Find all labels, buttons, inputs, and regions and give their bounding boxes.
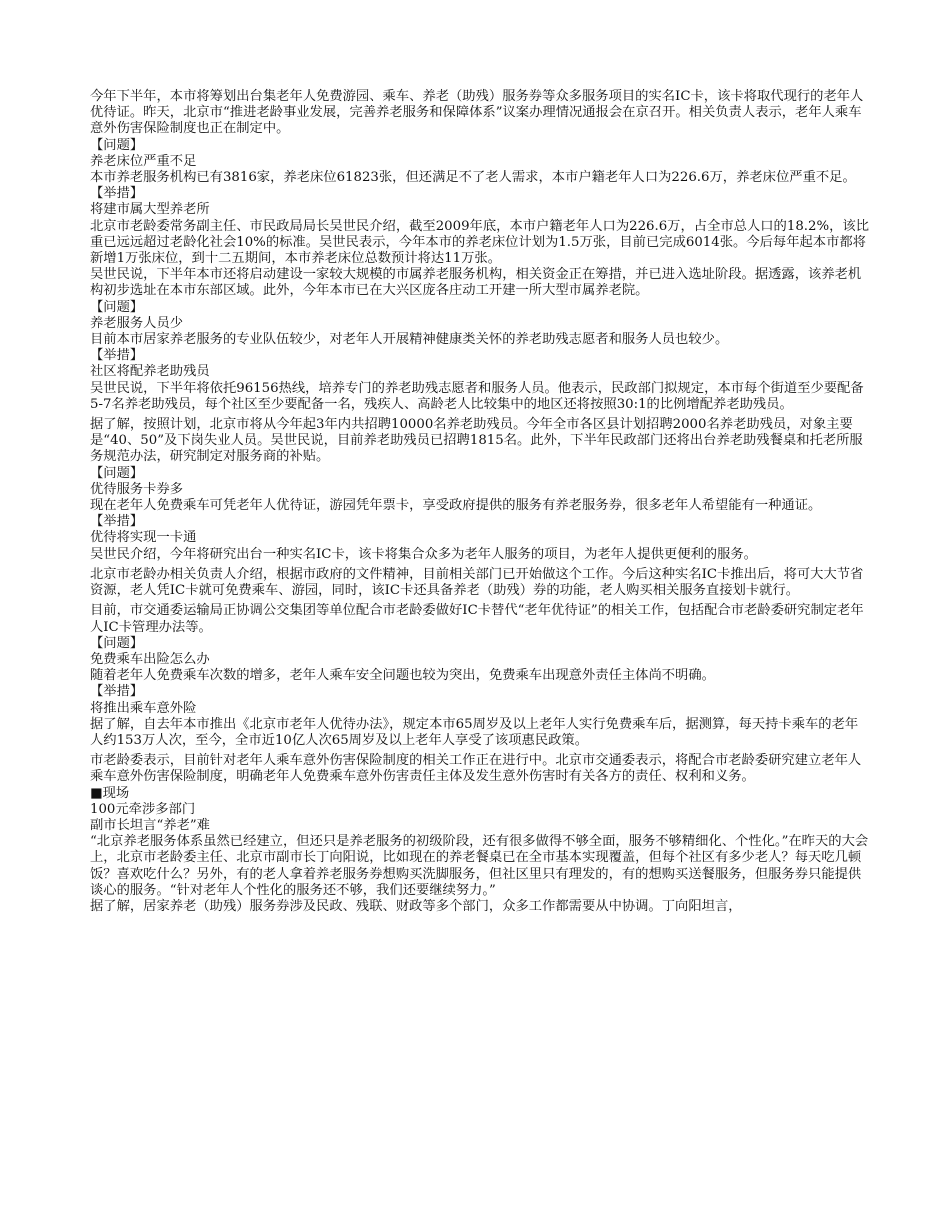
subheading: 100元牵涉多部门 <box>90 801 196 817</box>
problem-heading: 优待服务卡券多 <box>90 481 184 497</box>
section-tag-measure: 【举措】 <box>90 514 144 530</box>
section-tag-problem: 【问题】 <box>90 299 144 315</box>
paragraph: 本市养老服务机构已有3816家，养老床位61823张，但还满足不了老人需求，本市户籍老年人口为226.6万，养老床位严重不足。 <box>90 170 856 186</box>
paragraph: 吴世民说，下半年将依托96156热线，培养专门的养老助残志愿者和服务人员。他表示，民政部门拟规定，本市每个街道至少要配备5-7名养老助残员，每个社区至少要配备一名，残疾人、高龄老人比较集中的地区还将按照30:1的比例增配养老助残员。 <box>90 380 864 412</box>
section-tag-measure: 【举措】 <box>90 186 144 202</box>
paragraph: 北京市老龄办相关负责人介绍，根据市政府的文件精神，目前相关部门已开始做这个工作。今后这种实名IC卡推出后，将可大大节省资源，老人凭IC卡就可免费乘车、游园，同时，该IC卡还具备养老（助残）券的功能，老人购买相关服务直接划卡就行。 <box>90 566 864 599</box>
section-tag-scene: ■现场 <box>90 785 130 801</box>
section-tag-measure: 【举措】 <box>90 684 144 700</box>
paragraph: 据了解，按照计划，北京市将从今年起3年内共招聘10000名养老助残员。今年全市各区县计划招聘2000名养老助残员，对象主要是“40、50”及下岗失业人员。吴世民说，目前养老助残员已招聘1815名。此外，下半年民政部门还将出台养老助残餐桌和托老所服务规范办法，研究制定对服务商的补贴。 <box>90 417 863 465</box>
paragraph: 市老龄委表示，目前针对老年人乘车意外伤害保险制度的相关工作正在进行中。北京市交通委表示，将配合市老龄委研究建立老年人乘车意外伤害保险制度，明确老年人免费乘车意外伤害责任主体及发生意外伤害时有关各方的责任、权利和义务。 <box>90 753 862 785</box>
measure-heading: 将建市属大型养老所 <box>90 202 210 218</box>
section-tag-problem: 【问题】 <box>90 635 144 651</box>
paragraph: 据了解，居家养老（助残）服务券涉及民政、残联、财政等多个部门，众多工作都需要从中协调。丁向阳坦言， <box>90 898 742 914</box>
section-tag-measure: 【举措】 <box>90 348 144 364</box>
paragraph: 随着老年人免费乘车次数的增多，老年人乘车安全问题也较为突出，免费乘车出现意外责任主体尚不明确。 <box>90 668 715 684</box>
paragraph-intro: 今年下半年，本市将筹划出台集老年人免费游园、乘车、养老（助残）服务券等众多服务项目的实名IC卡，该卡将取代现行的老年人优待证。昨天，北京市“推进老龄事业发展，完善养老服务和保障体系”议案办理情况通报会在京召开。相关负责人表示，老年人乘车意外伤害保险制度也正在制定中。 <box>90 89 864 137</box>
paragraph: 据了解，自去年本市推出《北京市老年人优待办法》，规定本市65周岁及以上老年人实行免费乘车后，据测算，每天持卡乘车的老年人约153万人次，至今，全市近10亿人次65周岁及以上老年人享受了该项惠民政策。 <box>90 716 859 748</box>
paragraph: 现在老年人免费乘车可凭老年人优待证，游园凭年票卡，享受政府提供的服务有养老服务券，很多老年人希望能有一种通证。 <box>90 498 822 514</box>
paragraph: “北京养老服务体系虽然已经建立，但还只是养老服务的初级阶段，还有很多做得不够全面，服务不够精细化、个性化。”在昨天的大会上，北京市老龄委主任、北京市副市长丁向阳说，比如现在的养老餐桌已在全市基本实现覆盖，但每个社区有多少老人？每天吃几顿饭？喜欢吃什么？另外，有的老人拿着养老服务券想购买洗脚服务，但社区里只有理发的，有的想购买送餐服务，但服务券只能提供谈心的服务。“针对老年人个性化的服务还不够，我们还要继续努力。” <box>90 834 869 898</box>
problem-heading: 养老服务人员少 <box>90 315 184 331</box>
paragraph: 吴世民说，下半年本市还将启动建设一家较大规模的市属养老服务机构，相关资金正在筹措，并已进入选址阶段。据透露，该养老机构初步选址在本市东部区域。此外，今年本市已在大兴区庞各庄动工开建一所大型市属养老院。 <box>90 267 862 299</box>
paragraph: 目前本市居家养老服务的专业队伍较少，对老年人开展精神健康类关怀的养老助残志愿者和服务人员也较少。 <box>90 332 729 348</box>
paragraph: 北京市老龄委常务副主任、市民政局局长吴世民介绍，截至2009年底，本市户籍老年人口为226.6万，占全市总人口的18.2%，该比重已远远超过老龄化社会10%的标准。吴世民表示，今年本市的养老床位计划为1.5万张，目前已完成6014张。今后每年起本市都将新增1万张床位，到十二五期间，本市养老床位总数预计将达11万张。 <box>90 218 869 267</box>
measure-heading: 将推出乘车意外险 <box>90 700 197 716</box>
problem-heading: 免费乘车出险怎么办 <box>90 651 210 667</box>
section-tag-problem: 【问题】 <box>90 137 144 153</box>
paragraph: 吴世民介绍，今年将研究出台一种实名IC卡，该卡将集合众多为老年人服务的项目，为老年人提供更便利的服务。 <box>90 546 757 562</box>
section-tag-problem: 【问题】 <box>90 465 144 481</box>
measure-heading: 社区将配养老助残员 <box>90 364 210 380</box>
subheading: 副市长坦言“养老”难 <box>90 817 210 833</box>
paragraph: 目前，市交通委运输局正协调公交集团等单位配合市老龄委做好IC卡替代“老年优待证”的相关工作，包括配合市老龄委研究制定老年人IC卡管理办法等。 <box>90 603 864 635</box>
problem-heading: 养老床位严重不足 <box>90 153 197 169</box>
measure-heading: 优待将实现一卡通 <box>90 530 197 546</box>
article-body <box>90 89 870 915</box>
